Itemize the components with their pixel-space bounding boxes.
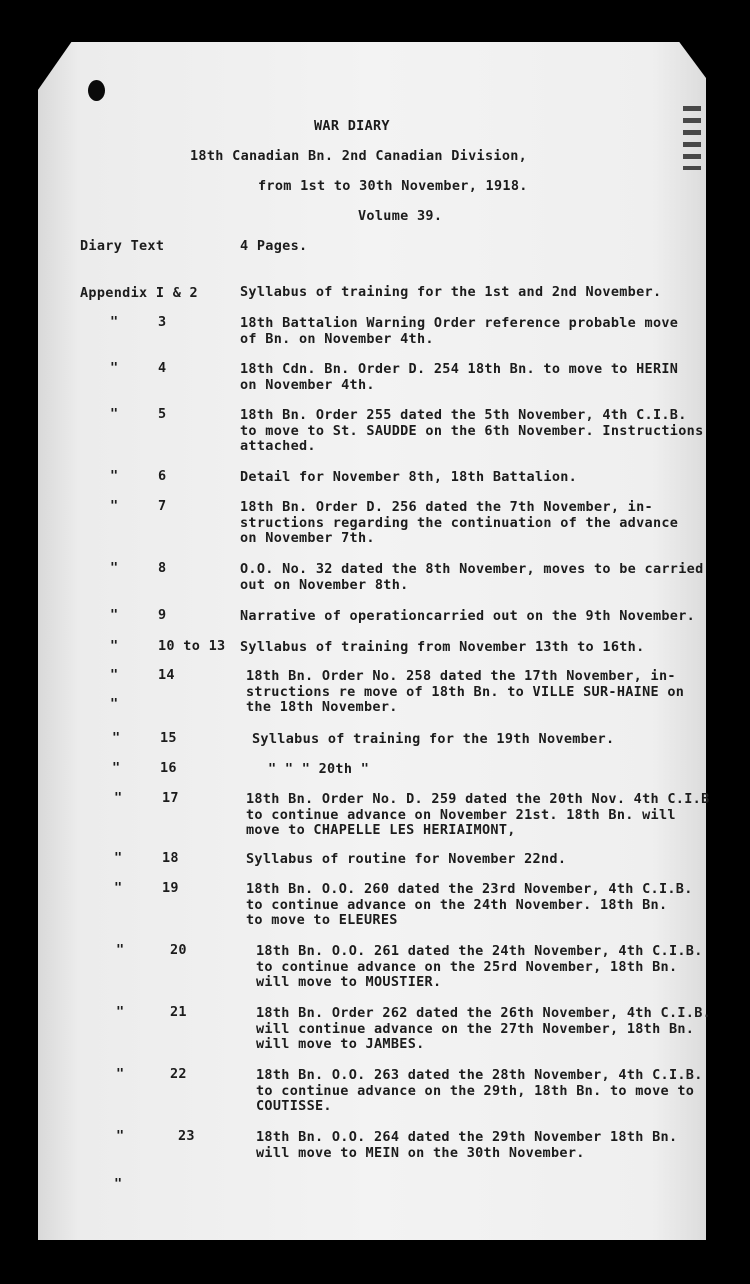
appendix-number: 6 — [158, 468, 167, 484]
appendix-line: Syllabus of training from November 13th to 16th. — [240, 639, 645, 655]
ditto-mark: " — [114, 790, 123, 806]
ditto-mark: " — [110, 667, 119, 683]
appendix-line: move to CHAPELLE LES HERIAIMONT, — [246, 822, 516, 838]
edge-marks — [683, 106, 701, 170]
appendix-number: 22 — [170, 1066, 187, 1082]
appendix-number: 20 — [170, 942, 187, 958]
appendix-line: COUTISSE. — [256, 1098, 332, 1114]
appendix-number: 5 — [158, 406, 167, 422]
appendix-line: 18th Bn. O.O. 263 dated the 28th November, 4th C.I.B. — [256, 1067, 703, 1083]
appendix-number: 17 — [162, 790, 179, 806]
appendix-line: attached. — [240, 438, 316, 454]
appendix-line: will move to MOUSTIER. — [256, 974, 442, 990]
appendix-number: 9 — [158, 607, 167, 623]
appendix-description — [246, 852, 566, 868]
appendix-line: 18th Bn. Order 262 dated the 26th November, 4th C.I.B. — [256, 1005, 712, 1021]
appendix-line: 18th Cdn. Bn. Order D. 254 18th Bn. to move to HERIN — [240, 361, 679, 377]
appendix-line: " " " 20th " — [268, 761, 370, 777]
diary-text-label: Diary Text — [80, 238, 165, 254]
ditto-mark: " — [116, 1066, 125, 1082]
appendix-description — [252, 732, 614, 748]
appendix-line: 18th Bn. Order D. 256 dated the 7th November, in- — [240, 499, 653, 515]
appendix-line: Syllabus of routine for November 22nd. — [246, 851, 567, 867]
ditto-mark: " — [114, 880, 123, 896]
appendix-line: to continue advance on November 21st. 18th Bn. will — [246, 806, 676, 823]
appendix-line: to move to St. SAUDDE on the 6th November. Instructions — [240, 422, 704, 439]
appendix-line: 18th Bn. Order No. D. 259 dated the 20th Nov. 4th C.I.B — [246, 791, 710, 807]
appendix-line: 18th Bn. O.O. 260 dated the 23rd November, 4th C.I.B. — [246, 881, 693, 897]
appendix-description — [256, 1068, 703, 1115]
ditto-mark: " — [116, 942, 125, 958]
ditto-mark: " — [110, 314, 119, 330]
appendix-description — [256, 1130, 677, 1161]
ditto-mark: " — [114, 850, 123, 866]
ditto-mark: " — [110, 638, 119, 654]
period-line: from 1st to 30th November, 1918. — [258, 178, 528, 194]
appendix-line: to continue advance on the 29th, 18th Bn. to move to — [256, 1082, 695, 1099]
appendix-line: will move to MEIN on the 30th November. — [256, 1144, 585, 1161]
unit-line: 18th Canadian Bn. 2nd Canadian Division, — [190, 148, 528, 164]
ditto-mark: " — [110, 406, 119, 422]
appendix-line: structions re move of 18th Bn. to VILLE SUR-HAINE on — [246, 683, 685, 700]
ditto-mark: " — [114, 1176, 123, 1192]
appendix-number: 3 — [158, 314, 167, 330]
appendix-number: 19 — [162, 880, 179, 896]
appendix-line: structions regarding the continuation of the advance — [240, 514, 679, 531]
appendix-description — [240, 285, 661, 301]
appendix-number: 8 — [158, 560, 167, 576]
diary-text-pages: 4 Pages. — [240, 238, 308, 254]
appendix-line: will move to JAMBES. — [256, 1036, 425, 1052]
appendix-description — [268, 762, 369, 778]
appendix-line: to continue advance on the 24th November. 18th Bn. — [246, 896, 668, 913]
appendix-line: 18th Bn. O.O. 264 dated the 29th November 18th Bn. — [256, 1129, 678, 1145]
ditto-mark: " — [116, 1128, 125, 1144]
appendix-description — [240, 500, 678, 547]
appendix-line: Syllabus of training for the 19th November. — [252, 731, 615, 747]
appendix-description — [240, 562, 704, 593]
appendix-number: 10 to 13 — [158, 638, 226, 654]
appendix-line: 18th Battalion Warning Order reference probable move — [240, 315, 679, 331]
appendix-description — [256, 944, 703, 991]
appendix-number: 14 — [158, 667, 175, 683]
ditto-mark: " — [110, 468, 119, 484]
appendix-line: will continue advance on the 27th November, 18th Bn. — [256, 1020, 695, 1037]
ditto-mark: " — [110, 696, 119, 712]
appendix-line: out on November 8th. — [240, 576, 409, 593]
punch-hole — [88, 80, 105, 101]
ditto-mark: " — [116, 1004, 125, 1020]
appendix-description — [240, 609, 695, 625]
appendix-line: Detail for November 8th, 18th Battalion. — [240, 469, 578, 485]
appendix-number: 23 — [178, 1128, 195, 1144]
appendix-number: 15 — [160, 730, 177, 746]
appendix-number: 18 — [162, 850, 179, 866]
ditto-mark: " — [110, 607, 119, 623]
appendix-line: on November 4th. — [240, 376, 375, 393]
appendix-description — [240, 640, 645, 656]
appendix-line: 18th Bn. O.O. 261 dated the 24th November, 4th C.I.B. — [256, 943, 703, 959]
appendix-line: Narrative of operationcarried out on the 9th November. — [240, 608, 696, 624]
ditto-mark: " — [110, 560, 119, 576]
appendix-line: to continue advance on the 25rd November, 18th Bn. — [256, 958, 678, 975]
ditto-mark: " — [112, 730, 121, 746]
appendix-line: the 18th November. — [246, 699, 398, 715]
appendix-description — [240, 362, 678, 393]
appendix-description — [256, 1006, 711, 1053]
appendix-line: of Bn. on November 4th. — [240, 330, 434, 347]
appendix-marker: Appendix I & 2 — [80, 285, 198, 301]
appendix-description — [246, 792, 710, 839]
appendix-line: Syllabus of training for the 1st and 2nd November. — [240, 284, 662, 300]
ditto-mark: " — [110, 498, 119, 514]
appendix-description — [246, 882, 693, 929]
appendix-description — [240, 316, 678, 347]
diary-title: WAR DIARY — [314, 118, 390, 134]
appendix-number: 16 — [160, 760, 177, 776]
ditto-mark: " — [110, 360, 119, 376]
appendix-line: on November 7th. — [240, 530, 375, 546]
appendix-number: 21 — [170, 1004, 187, 1020]
appendix-number: 7 — [158, 498, 167, 514]
volume-line: Volume 39. — [358, 208, 443, 224]
appendix-description — [240, 408, 704, 455]
appendix-line: to move to ELEURES — [246, 912, 398, 928]
appendix-line: 18th Bn. Order No. 258 dated the 17th November, in- — [246, 668, 676, 684]
appendix-line: 18th Bn. Order 255 dated the 5th November, 4th C.I.B. — [240, 407, 687, 423]
appendix-description — [246, 669, 684, 716]
appendix-number: 4 — [158, 360, 167, 376]
ditto-mark: " — [112, 760, 121, 776]
appendix-description — [240, 470, 577, 486]
appendix-line: O.O. No. 32 dated the 8th November, moves to be carried — [240, 561, 704, 577]
